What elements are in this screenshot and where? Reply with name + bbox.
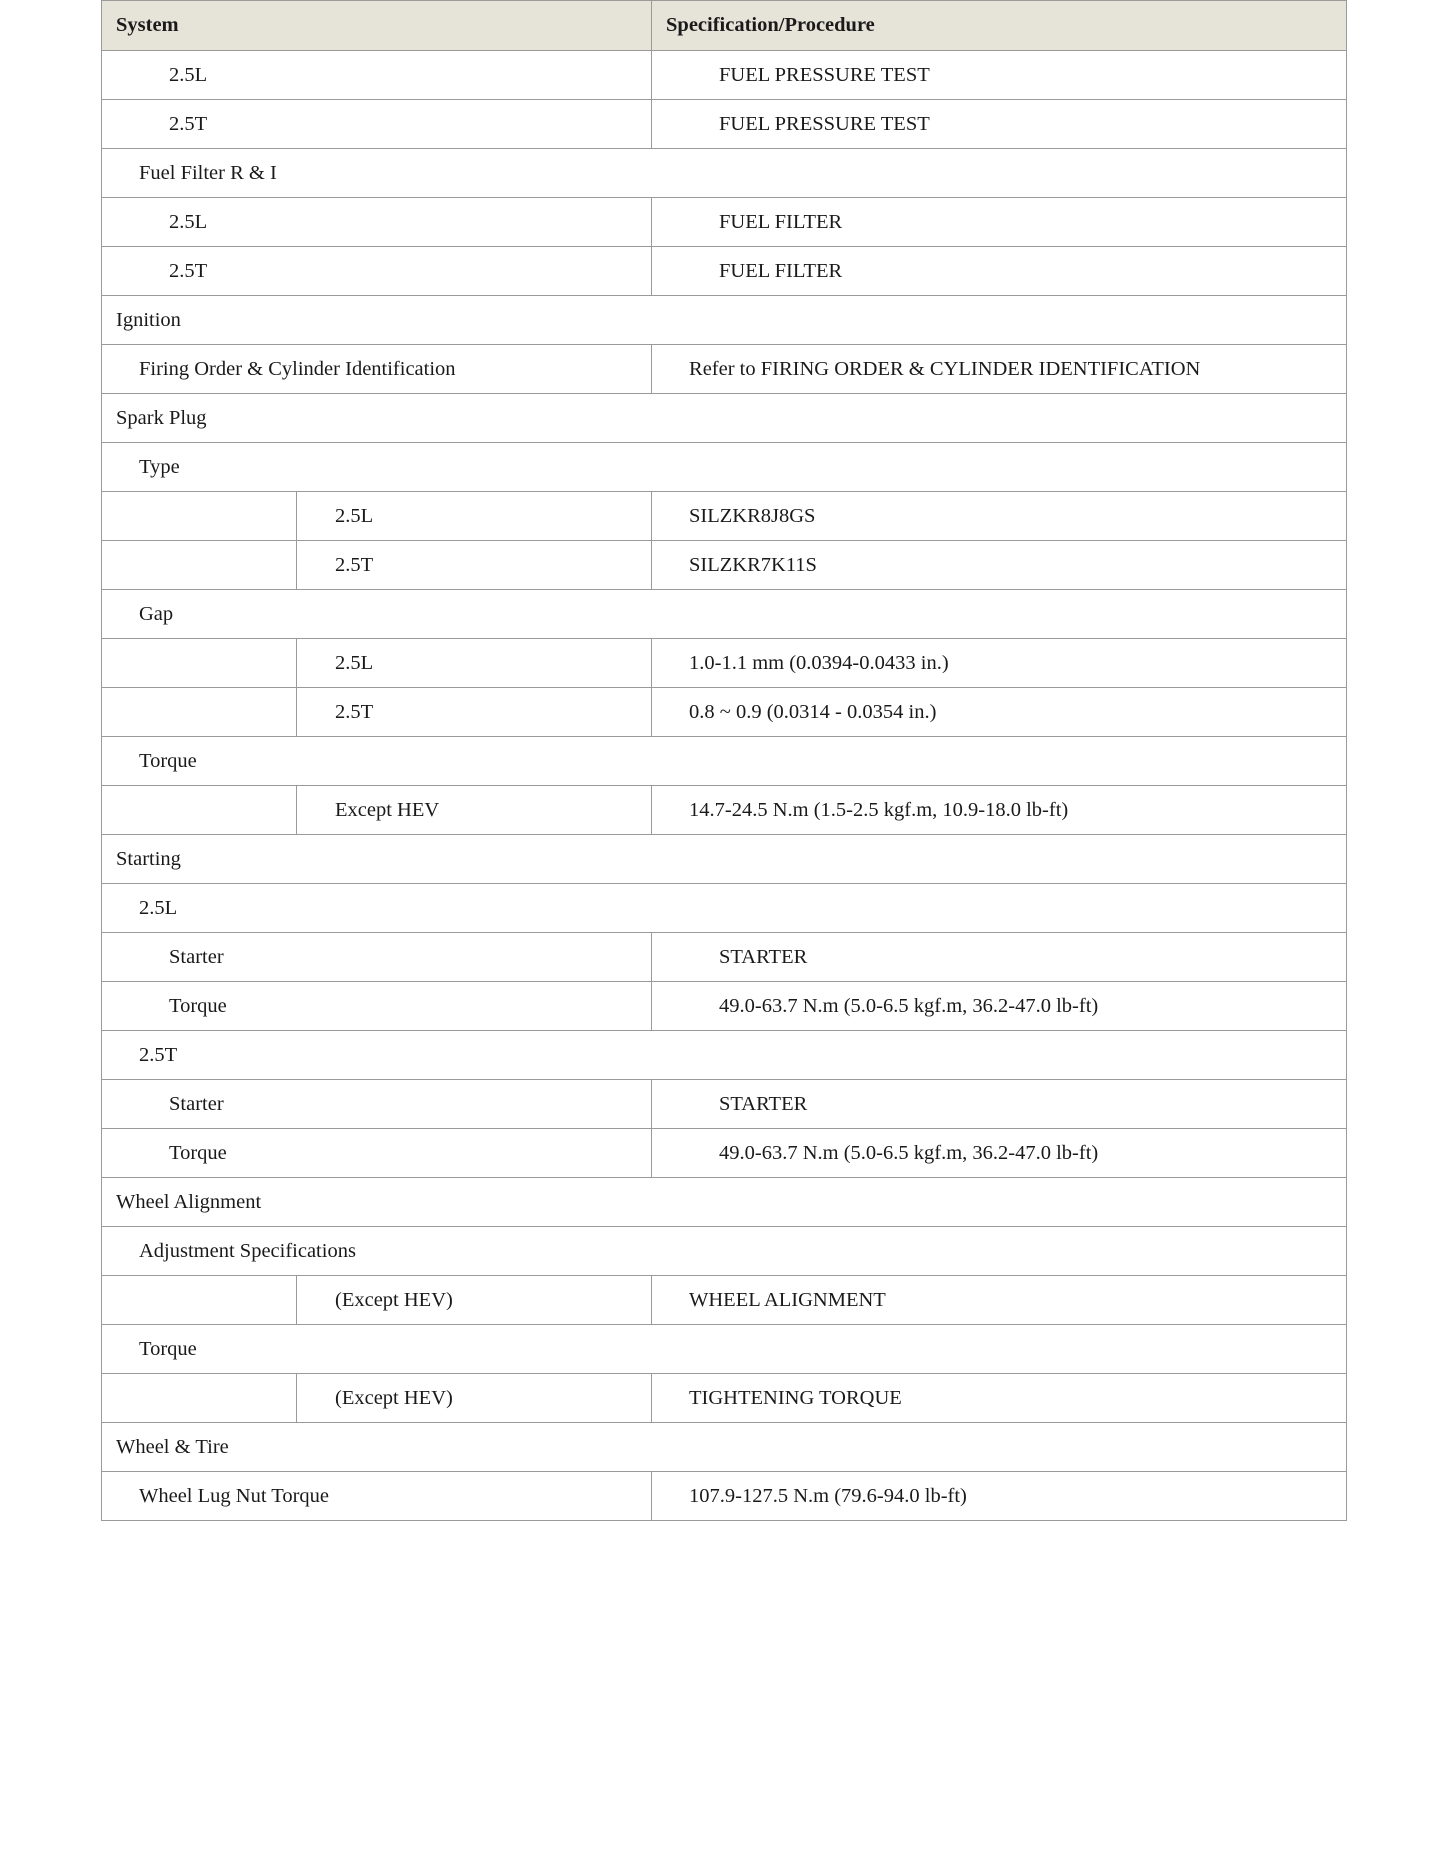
table-row	[102, 51, 1347, 100]
column-header-specification: Specification/Procedure	[652, 1, 1347, 51]
row-value: TIGHTENING TORQUE	[652, 1374, 1347, 1423]
table-row	[102, 492, 1347, 541]
empty-cell	[102, 1276, 297, 1325]
table-row	[102, 443, 1347, 492]
row-label: 2.5L	[102, 198, 652, 247]
specification-table	[101, 0, 1347, 1521]
row-value: 49.0-63.7 N.m (5.0-6.5 kgf.m, 36.2-47.0 lb-ft)	[652, 982, 1347, 1031]
row-value: FUEL FILTER	[652, 247, 1347, 296]
row-label: (Except HEV)	[297, 1374, 652, 1423]
row-value: FUEL PRESSURE TEST	[652, 100, 1347, 149]
row-label: (Except HEV)	[297, 1276, 652, 1325]
row-value: STARTER	[652, 1080, 1347, 1129]
row-label: 2.5L	[102, 51, 652, 100]
table-row	[102, 1374, 1347, 1423]
table-row	[102, 1129, 1347, 1178]
row-value: 0.8 ~ 0.9 (0.0314 - 0.0354 in.)	[652, 688, 1347, 737]
row-label: Torque	[102, 1129, 652, 1178]
table-row	[102, 1423, 1347, 1472]
empty-cell	[102, 541, 297, 590]
table-row	[102, 100, 1347, 149]
row-value: FUEL FILTER	[652, 198, 1347, 247]
row-label: 2.5L	[297, 492, 652, 541]
section-heading: Adjustment Specifications	[102, 1227, 1347, 1276]
row-label: Firing Order & Cylinder Identification	[102, 345, 652, 394]
row-value: Refer to FIRING ORDER & CYLINDER IDENTIFICATION	[652, 345, 1347, 394]
row-label: 2.5L	[297, 639, 652, 688]
table-row	[102, 247, 1347, 296]
row-label: Wheel Lug Nut Torque	[102, 1472, 652, 1521]
table-row	[102, 1472, 1347, 1521]
section-heading: Torque	[102, 1325, 1347, 1374]
column-header-system: System	[102, 1, 652, 51]
table-row	[102, 835, 1347, 884]
table-row	[102, 737, 1347, 786]
row-value: SILZKR7K11S	[652, 541, 1347, 590]
table-row	[102, 345, 1347, 394]
row-label: Starter	[102, 1080, 652, 1129]
row-value: WHEEL ALIGNMENT	[652, 1276, 1347, 1325]
section-heading: Torque	[102, 737, 1347, 786]
section-heading: 2.5L	[102, 884, 1347, 933]
table-row	[102, 198, 1347, 247]
section-heading: 2.5T	[102, 1031, 1347, 1080]
table-row	[102, 1227, 1347, 1276]
empty-cell	[102, 639, 297, 688]
empty-cell	[102, 688, 297, 737]
table-row	[102, 933, 1347, 982]
row-label: 2.5T	[102, 100, 652, 149]
row-label: 2.5T	[297, 688, 652, 737]
empty-cell	[102, 492, 297, 541]
section-heading: Gap	[102, 590, 1347, 639]
system-heading: Wheel & Tire	[102, 1423, 1347, 1472]
empty-cell	[102, 786, 297, 835]
empty-cell	[102, 1374, 297, 1423]
row-label: Except HEV	[297, 786, 652, 835]
table-row	[102, 149, 1347, 198]
table-row	[102, 1031, 1347, 1080]
system-heading: Ignition	[102, 296, 1347, 345]
system-heading: Starting	[102, 835, 1347, 884]
table-row	[102, 884, 1347, 933]
system-heading: Spark Plug	[102, 394, 1347, 443]
section-heading: Type	[102, 443, 1347, 492]
table-header-row	[102, 1, 1347, 51]
row-label: Torque	[102, 982, 652, 1031]
table-row	[102, 1276, 1347, 1325]
table-row	[102, 688, 1347, 737]
row-label: 2.5T	[102, 247, 652, 296]
row-value: 107.9-127.5 N.m (79.6-94.0 lb-ft)	[652, 1472, 1347, 1521]
row-value: 49.0-63.7 N.m (5.0-6.5 kgf.m, 36.2-47.0 lb-ft)	[652, 1129, 1347, 1178]
row-value: 14.7-24.5 N.m (1.5-2.5 kgf.m, 10.9-18.0 lb-ft)	[652, 786, 1347, 835]
table-row	[102, 1325, 1347, 1374]
table-row	[102, 982, 1347, 1031]
table-row	[102, 786, 1347, 835]
row-label: 2.5T	[297, 541, 652, 590]
table-row	[102, 394, 1347, 443]
table-row	[102, 296, 1347, 345]
table-row	[102, 541, 1347, 590]
table-row	[102, 590, 1347, 639]
section-heading: Fuel Filter R & I	[102, 149, 1347, 198]
system-heading: Wheel Alignment	[102, 1178, 1347, 1227]
row-value: FUEL PRESSURE TEST	[652, 51, 1347, 100]
table-row	[102, 639, 1347, 688]
row-value: 1.0-1.1 mm (0.0394-0.0433 in.)	[652, 639, 1347, 688]
row-label: Starter	[102, 933, 652, 982]
row-value: SILZKR8J8GS	[652, 492, 1347, 541]
table-row	[102, 1080, 1347, 1129]
row-value: STARTER	[652, 933, 1347, 982]
table-row	[102, 1178, 1347, 1227]
